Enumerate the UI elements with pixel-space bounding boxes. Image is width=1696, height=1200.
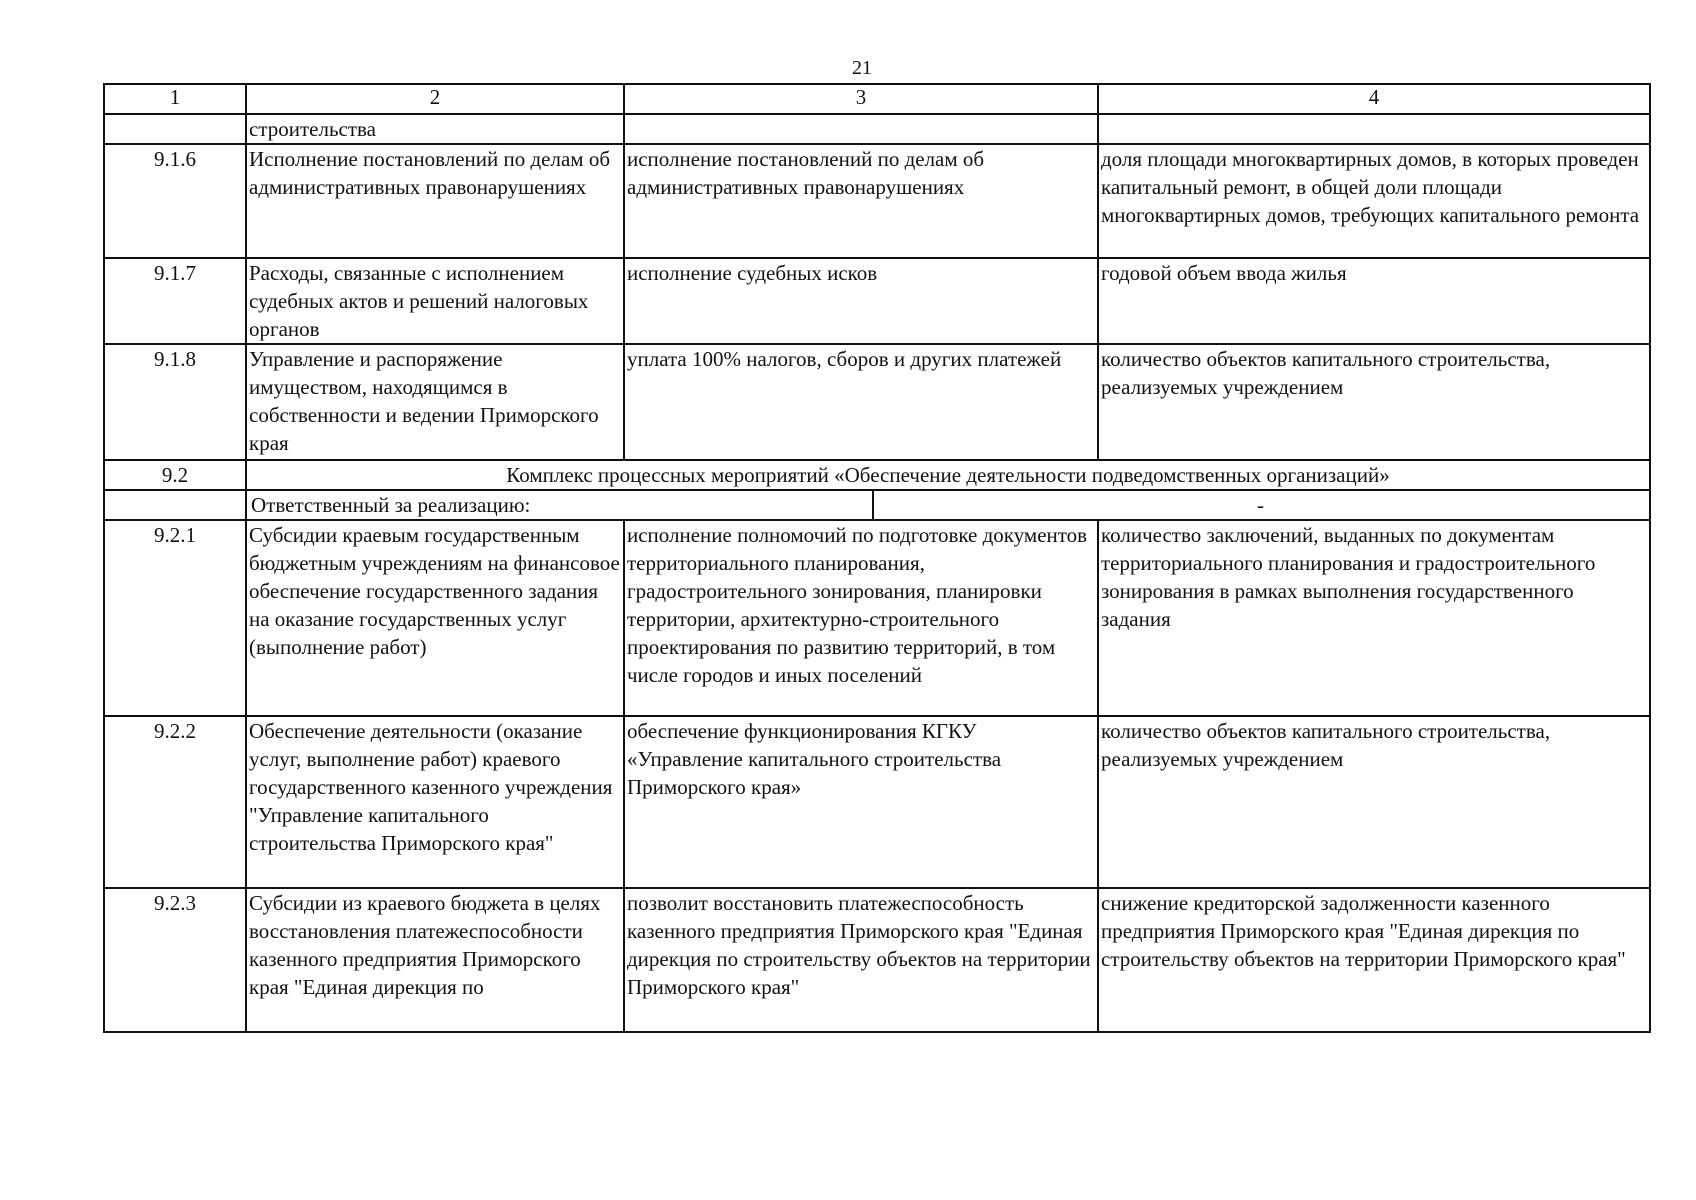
measure-name-cell: Исполнение постановлений по делам об административных правонарушениях bbox=[246, 144, 624, 258]
task-cell: позволит восстановить платежеспособность казенного предприятия Приморского края "Единая дирекция по строительству объектов на территории Приморского края" bbox=[624, 888, 1098, 1032]
measure-name-cell: Расходы, связанные с исполнением судебных актов и решений налоговых органов bbox=[246, 258, 624, 344]
responsible-empty-cell bbox=[104, 490, 246, 520]
measure-name-cell: Субсидии из краевого бюджета в целях восстановления платежеспособности казенного предприятия Приморского края "Единая дирекция по bbox=[246, 888, 624, 1032]
row-number: 9.1.8 bbox=[104, 344, 246, 460]
table-row bbox=[104, 888, 1650, 1032]
row-number: 9.2.1 bbox=[104, 520, 246, 716]
indicator-cell: количество заключений, выданных по документам территориального планирования и градостроительного зонирования в рамках выполнения государственного задания bbox=[1098, 520, 1650, 716]
table-row bbox=[104, 144, 1650, 258]
task-cell: исполнение полномочий по подготовке документов территориального планирования, градостроительного зонирования, планировки территории, архитектурно-строительного проектирования по развитию территорий, в том числе городов и иных поселений bbox=[624, 520, 1098, 716]
measure-name-cell: Обеспечение деятельности (оказание услуг, выполнение работ) краевого государственного казенного учреждения "Управление капитального строительства Приморского края" bbox=[246, 716, 624, 888]
table-row bbox=[104, 258, 1650, 344]
measure-name-cell: Управление и распоряжение имуществом, находящимся в собственности и ведении Приморского края bbox=[246, 344, 624, 460]
indicator-cell: доля площади многоквартирных домов, в которых проведен капитальный ремонт, в общей доли площади многоквартирных домов, требующих капитального ремонта bbox=[1098, 144, 1650, 258]
indicator-cell: количество объектов капитального строительства, реализуемых учреждением bbox=[1098, 344, 1650, 460]
row-number: 9.2.2 bbox=[104, 716, 246, 888]
column-header: 4 bbox=[1098, 84, 1650, 114]
page-number: 21 bbox=[852, 57, 872, 79]
task-cell bbox=[624, 114, 1098, 144]
column-header: 2 bbox=[246, 84, 624, 114]
responsible-value: - bbox=[1257, 493, 1264, 517]
section-title: Комплекс процессных мероприятий «Обеспечение деятельности подведомственных организаций» bbox=[246, 460, 1650, 490]
row-number: 9.2.3 bbox=[104, 888, 246, 1032]
indicator-cell bbox=[1098, 114, 1650, 144]
task-cell: исполнение постановлений по делам об административных правонарушениях bbox=[624, 144, 1098, 258]
column-header: 3 bbox=[624, 84, 1098, 114]
measures-table bbox=[103, 83, 1651, 1033]
measure-name-cell: Субсидии краевым государственным бюджетным учреждениям на финансовое обеспечение государственного задания на оказание государственных услуг (выполнение работ) bbox=[246, 520, 624, 716]
measure-name-cell: строительства bbox=[246, 114, 624, 144]
indicator-cell: снижение кредиторской задолженности казенного предприятия Приморского края "Единая дирекция по строительству объектов на территории Приморского края" bbox=[1098, 888, 1650, 1032]
task-cell: уплата 100% налогов, сборов и других платежей bbox=[624, 344, 1098, 460]
row-number: 9.1.6 bbox=[104, 144, 246, 258]
table-row bbox=[104, 114, 1650, 144]
indicator-cell: годовой объем ввода жилья bbox=[1098, 258, 1650, 344]
task-cell: обеспечение функционирования КГКУ «Управление капитального строительства Приморского края» bbox=[624, 716, 1098, 888]
column-header: 1 bbox=[104, 84, 246, 114]
indicator-cell: количество объектов капитального строительства, реализуемых учреждением bbox=[1098, 716, 1650, 888]
table-header-row bbox=[104, 84, 1650, 114]
table-row bbox=[104, 520, 1650, 716]
section-number: 9.2 bbox=[104, 460, 246, 490]
table-row bbox=[104, 344, 1650, 460]
responsible-label: Ответственный за реализацию: bbox=[249, 491, 874, 519]
responsible-cell bbox=[246, 490, 1650, 520]
row-number bbox=[104, 114, 246, 144]
task-cell: исполнение судебных исков bbox=[624, 258, 1098, 344]
table-row bbox=[104, 716, 1650, 888]
row-number: 9.1.7 bbox=[104, 258, 246, 344]
section-row bbox=[104, 460, 1650, 490]
responsible-row bbox=[104, 490, 1650, 520]
